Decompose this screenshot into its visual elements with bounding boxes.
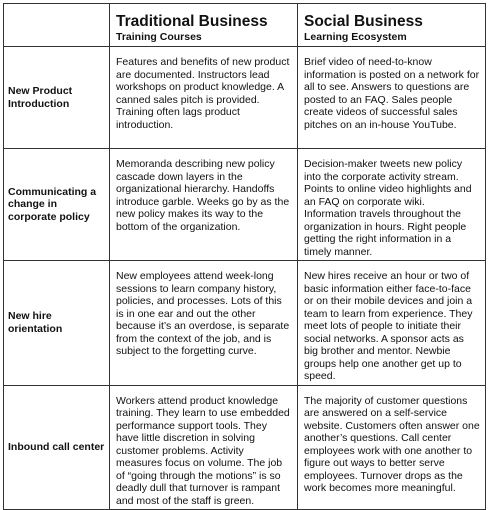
traditional-cell: Memoranda describing new policy cascade down layers in the organizational hierarchy. Handoffs introduce garble. Weeks go by as the new policy makes its way to the bottom of the organization.: [110, 149, 298, 261]
header-social: [298, 4, 486, 47]
row-label: New Product Introduction: [4, 47, 110, 149]
row-label: Communicating a change in corporate policy: [4, 149, 110, 261]
header-social-title: Social Business: [304, 13, 423, 30]
header-traditional-title: Traditional Business: [116, 13, 268, 30]
traditional-cell: Features and benefits of new product are documented. Instructors lead workshops on product knowledge. A canned sales pitch is provided. Training often lags product introduction.: [110, 47, 298, 149]
table-header-row: [4, 4, 486, 47]
social-cell: Decision-maker tweets new policy into the corporate activity stream. Points to online video highlights and an FAQ on corporate wiki. Information travels throughout the organization in hours. Right people getting the right information in a timely manner.: [298, 149, 486, 261]
traditional-cell: Workers attend product knowledge training. They learn to use embedded performance support tools. They have little discretion in solving customer problems. Activity measures focus on volume. The job of “going through the motions” is so deadly dull that turnover is rampant and most of the staff is green.: [110, 385, 298, 510]
social-cell: The majority of customer questions are answered on a self-service website. Customers often answer one another’s questions. Call center employees work with one another to figure out ways to better serve employees. Turnover drops as the work becomes more meaningful.: [298, 385, 486, 510]
social-cell: Brief video of need-to-know information is posted on a network for all to see. Answers to questions are posted to an FAQ. Sales people create videos of successful sales pitches on an in-house YouTube.: [298, 47, 486, 149]
header-traditional: [110, 4, 298, 47]
row-label: Inbound call center: [4, 385, 110, 510]
header-empty-cell: [4, 4, 110, 47]
traditional-cell: New employees attend week-long sessions to learn company history, policies, and processes. Lots of this is in one ear and out the other because it’s an overdose, is separate from the context of the job, and is subject to the forgetting curve.: [110, 261, 298, 386]
comparison-table: [3, 3, 486, 510]
table-row: [4, 261, 486, 386]
social-cell: New hires receive an hour or two of basic information either face-to-face or on their mobile devices and join a team to learn from experience. They meet lots of people to initiate their social networks. A sponsor acts as big brother and mentor. Newbie groups help one another get up to speed.: [298, 261, 486, 386]
header-social-subtitle: Learning Ecosystem: [304, 31, 407, 43]
table-row: [4, 47, 486, 149]
table-row: [4, 385, 486, 510]
header-traditional-subtitle: Training Courses: [116, 31, 202, 43]
row-label: New hire orientation: [4, 261, 110, 386]
table-row: [4, 149, 486, 261]
